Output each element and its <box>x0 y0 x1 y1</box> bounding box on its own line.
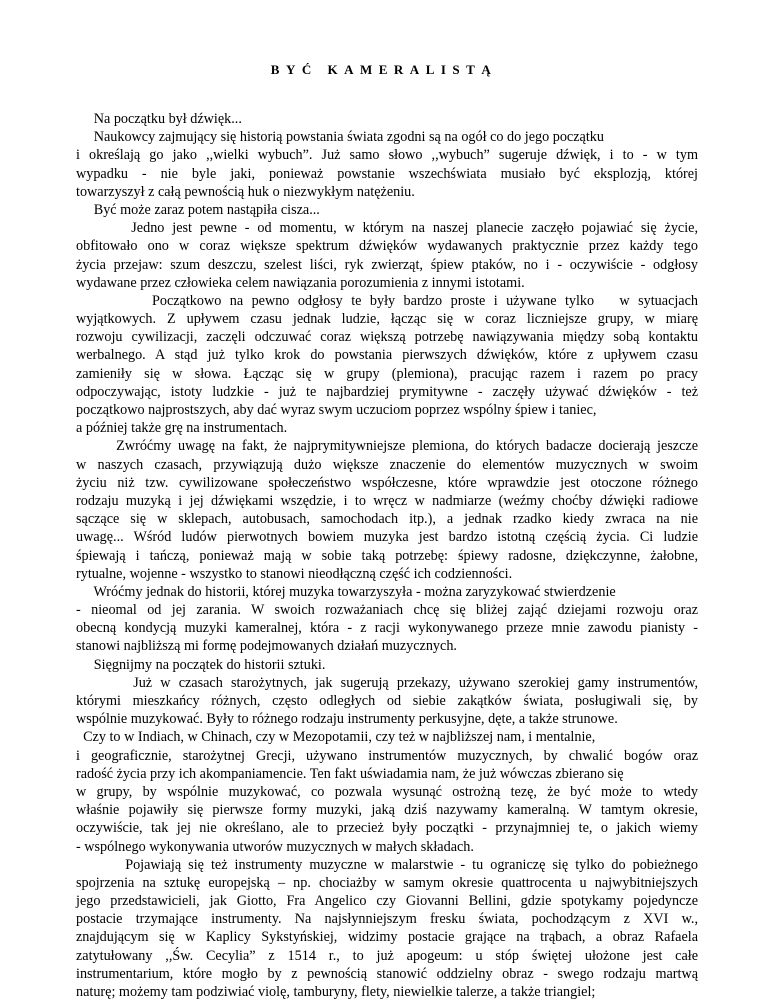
text-line: stanowi najbliższą mi formę podejmowanych działań muzycznych. <box>76 638 457 655</box>
text-line: rytualne, wojenne - wszystko to stanowi nieodłączną część ich codzienności. <box>76 565 513 582</box>
text-line: Sięgnijmy na początek do historii sztuki. <box>76 656 326 673</box>
text-line: śpiewają i tańczą, ponieważ mają w sobie taką potrzebę: śpiewy radosne, dziękczynne, żałobne, <box>76 547 698 564</box>
text-line: radość życia przy ich akompaniamencie. Ten fakt uświadamia nam, że już wówczas zbierano się <box>76 765 624 782</box>
text-line: a później także grę na instrumentach. <box>76 420 288 437</box>
text-line: naturę; możemy tam podziwiać violę, tamburyny, flety, niewielkie talerze, a także triangiel; <box>76 984 596 1000</box>
text-line: Naukowcy zajmujący się historią powstania świata zgodni są na ogół co do jego początku <box>76 129 604 146</box>
text-line: Być może zaraz potem nastąpiła cisza... <box>76 201 320 218</box>
text-line: sączące się w sklepach, autobusach, samochodach itp.), a jednak rzadko kiedy zwraca na nie <box>76 511 698 528</box>
text-line: instrumentarium, które mogło by z pewnością stanowić oddzielny obraz - swego rodzaju martwą <box>76 965 698 982</box>
text-line: spojrzenia na sztukę europejską – np. chociażby w samym okresie quattrocenta u najwybitniejszych <box>76 874 698 891</box>
text-line: wyjątkowych. Z upływem czasu jednak ludzie, łącząc się w coraz liczniejsze grupy, w miarę <box>76 311 698 328</box>
text-line: początkowo najprostszych, aby dać wyraz swym uczuciom poprzez wspólny śpiew i taniec, <box>76 402 597 418</box>
text-line: właśnie pojawiły się pierwsze formy muzyki, jaką dziś nazywamy kameralną. W tamtym okresie, <box>76 802 698 819</box>
text-line: Już w czasach starożytnych, jak sugerują przekazy, używano szerokiej gamy instrumentów, <box>76 674 698 691</box>
text-line: Początkowo na pewno odgłosy te były bardzo proste i używane tylko w sytuacjach <box>76 292 698 309</box>
document-body <box>76 110 698 1001</box>
text-line: - nieomal od jej zarania. W swoich rozważaniach chcę się bliżej zająć dziejami rozwoju oraz <box>76 602 698 619</box>
text-line: towarzyszył z całą pewnością huk o niezwykłym natężeniu. <box>76 183 415 200</box>
text-line: jego przedstawicieli, jak Giotto, Fra Angelico czy Giovanni Bellini, gdzie spotykamy pojedyncze <box>76 893 698 910</box>
text-line: wspólnie muzykować. Były to różnego rodzaju instrumenty perkusyjne, dęte, a także strunowe. <box>76 711 618 728</box>
text-line: życia przejaw: szum deszczu, szelest liści, ryk zwierząt, śpiew ptaków, no i - oczywiście - odgłosy <box>76 256 698 273</box>
text-line: - wspólnego wykonywania utworów muzycznych w małych składach. <box>76 838 474 855</box>
text-line: obfitowało ono w coraz większe spektrum dźwięków wydawanych praktycznie przez każdy tego <box>76 238 698 255</box>
text-line: postacie trzymające instrumenty. Na najsłynniejszym fresku świata, pochodzącym z XVI w., <box>76 911 698 928</box>
text-line: oczywiście, tak jej nie określano, ale to przecież były początki - przynajmniej te, o jakich wiemy <box>76 820 698 837</box>
text-line: obecną kondycją muzyki kameralnej, która - z racji wykonywanego przeze mnie zawodu pianisty - <box>76 620 698 637</box>
text-line: znajdującym się w Kaplicy Sykstyńskiej, widzimy postacie grające na trąbach, a obraz Rafaela <box>76 929 698 946</box>
document-title: BYĆ KAMERALISTĄ <box>270 62 498 77</box>
text-line: wypadku - nie byle jaki, ponieważ powstanie wszechświata musiało być eksplozją, której <box>76 165 698 182</box>
text-line: Jedno jest pewne - od momentu, w którym na naszej planecie zaczęło pojawiać się życie, <box>76 220 698 237</box>
text-line: Na początku był dźwięk... <box>76 111 242 127</box>
text-line: życiu niż tzw. cywilizowane społeczeństwo współczesne, które wprawdzie jest otoczone różnego <box>76 474 698 491</box>
text-line: Wróćmy jednak do historii, której muzyka towarzyszyła - można zaryzykować stwierdzenie <box>76 583 616 600</box>
text-line: Zwróćmy uwagę na fakt, że najprymitywniejsze plemiona, do których badacze docierają jeszcze <box>76 438 698 455</box>
text-line: rodzaju muzyką i jej dźwiękami wszędzie, i to wręcz w nadmiarze (weźmy choćby dźwięki radiowe <box>76 492 698 509</box>
text-line: którymi mieszkańcy różnych, często odległych od siebie zakątków świata, posługiwali się, by <box>76 693 698 709</box>
text-line: i geograficznie, starożytnej Grecji, używano instrumentów muzycznych, by chwalić bogów oraz <box>76 747 698 764</box>
text-line: i określają go jako ,,wielki wybuch”. Już samo słowo ,,wybuch” sugeruje dźwięk, i to - w tym <box>76 147 698 164</box>
text-line: rozwoju cywilizacji, zaczęli odczuwać coraz większą potrzebę nawiązywania między sobą kontaktu <box>76 329 698 346</box>
text-line: zatytułowany ,,Św. Cecylia” z 1514 r., to już apogeum: u stóp świętej ułożone jest całe <box>76 947 698 964</box>
text-line: odpoczywając, istoty ludzkie - już te najbardziej prymitywne - zaczęły używać dźwięków - też <box>76 383 698 400</box>
text-line: werbalnego. A stąd już tylko krok do powstania pierwszych dźwięków, które z upływem czasu <box>76 347 698 364</box>
text-line: w grupy, by wspólnie muzykować, co pozwala wysunąć ostrożną tezę, że być może to wtedy <box>76 783 698 800</box>
text-line: w naszych czasach, przywiązują dużo większe znaczenie do elementów muzycznych w swoim <box>76 456 698 473</box>
text-line: wydawane przez człowieka celem nawiązania porozumienia z innymi istotami. <box>76 274 525 291</box>
text-line: zamieniły się w słowa. Łącząc się w grupy (plemiona), pracując razem i razem po pracy <box>76 365 698 382</box>
text-line: uwagę... Wśród ludów pierwotnych bowiem muzyka jest bardzo istotną częścią życia. Ci ludzie <box>76 529 698 546</box>
text-line: Pojawiają się też instrumenty muzyczne w malarstwie - tu ograniczę się tylko do pobieżnego <box>76 856 698 873</box>
text-line: Czy to w Indiach, w Chinach, czy w Mezopotamii, czy też w najbliższej nam, i mentalnie, <box>76 729 596 746</box>
